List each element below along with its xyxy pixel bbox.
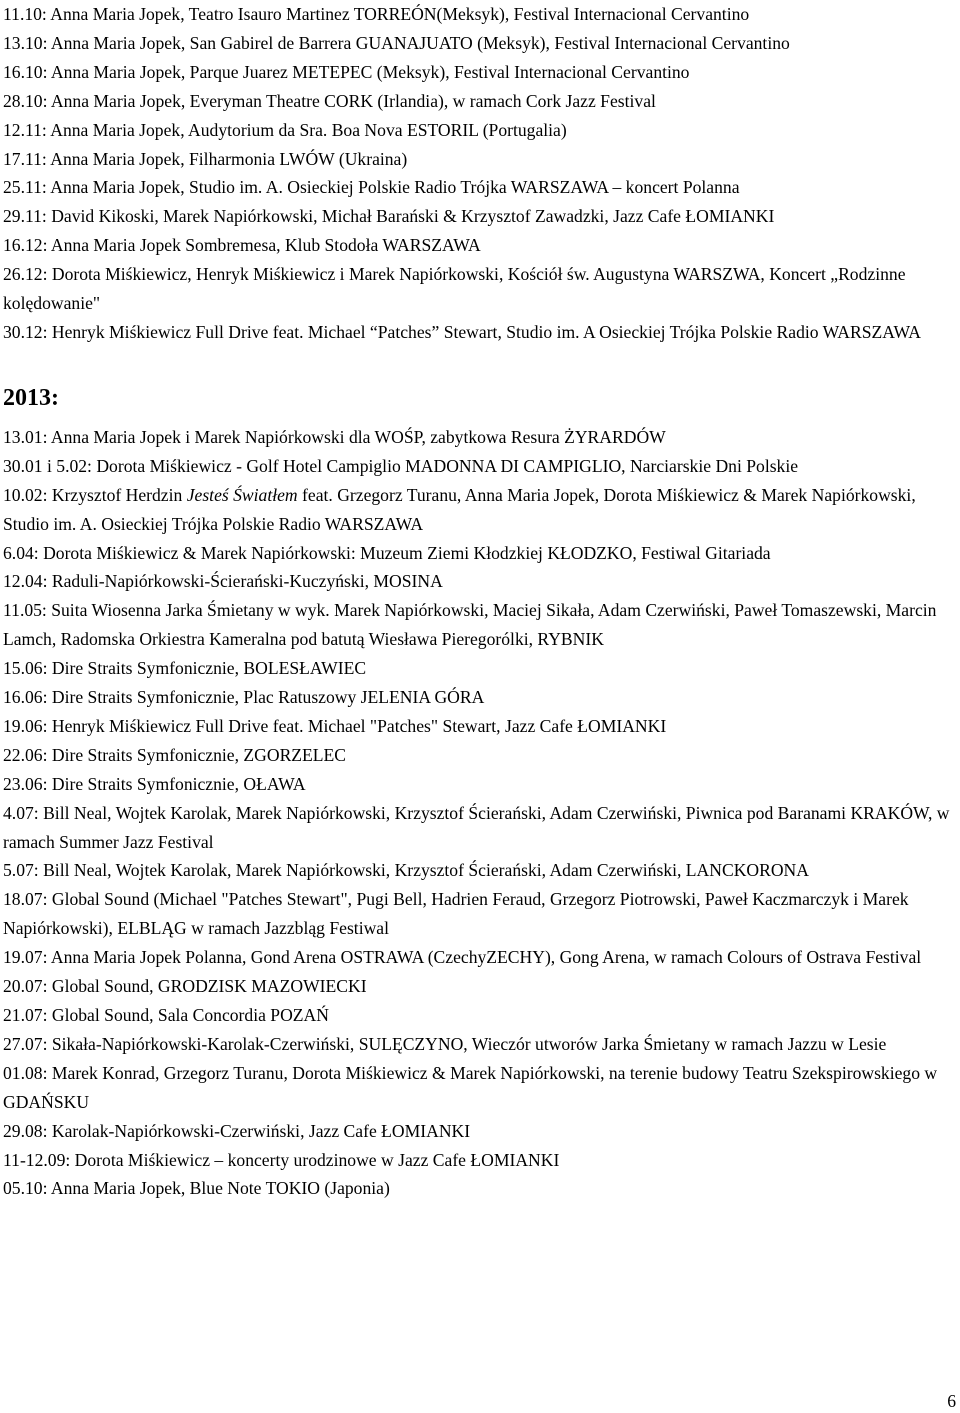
list-item-italic-title bbox=[3, 481, 958, 539]
list-item: 6.04: Dorota Miśkiewicz & Marek Napiórkowski: Muzeum Ziemi Kłodzkiej KŁODZKO, Festiwal Gitariada bbox=[3, 542, 771, 563]
list-item: 01.08: Marek Konrad, Grzegorz Turanu, Dorota Miśkiewicz & Marek Napiórkowski, na terenie budowy Teatru Szekspirowskiego w GDAŃSKU bbox=[3, 1062, 938, 1112]
list-item: 16.06: Dire Straits Symfonicznie, Plac Ratuszowy JELENIA GÓRA bbox=[3, 687, 485, 708]
list-item: 27.07: Sikała-Napiórkowski-Karolak-Czerwiński, SULĘCZYNO, Wieczór utworów Jarka Śmietany w ramach Jazzu w Lesie bbox=[3, 1033, 887, 1054]
list-item: 29.08: Karolak-Napiórkowski-Czerwiński, Jazz Cafe ŁOMIANKI bbox=[3, 1120, 471, 1141]
list-item: 13.10: Anna Maria Jopek, San Gabirel de Barrera GUANAJUATO (Meksyk), Festival Internacional Cervantino bbox=[3, 32, 790, 53]
list-item: 13.01: Anna Maria Jopek i Marek Napiórkowski dla WOŚP, zabytkowa Resura ŻYRARDÓW bbox=[3, 426, 666, 447]
list-item: 18.07: Global Sound (Michael "Patches Stewart", Pugi Bell, Hadrien Feraud, Grzegorz Piotrowski, Paweł Kaczmarczyk i Marek Napiórkowski), ELBLĄG w ramach Jazzbląg Festiwal bbox=[3, 889, 909, 939]
list-item: 11.05: Suita Wiosenna Jarka Śmietany w wyk. Marek Napiórkowski, Maciej Sikała, Adam Czerwiński, Paweł Tomaszewski, Marcin Lamch, Radomska Orkiestra Kameralna pod batutą Wiesława Pieregorólki, RYBNIK bbox=[3, 600, 937, 650]
document-page bbox=[3, 0, 958, 1203]
list-item: 21.07: Global Sound, Sala Concordia POZAŃ bbox=[3, 1005, 329, 1025]
entry-suffix: feat. Grzegorz Turanu, Anna Maria Jopek, Dorota Miśkiewicz & Marek Napiórkowski, Studio im. A. Osieckiej Trójka Polskie Radio WARSZAWA bbox=[3, 484, 916, 534]
list-item: 16.12: Anna Maria Jopek Sombremesa, Klub Stodoła WARSZAWA bbox=[3, 235, 481, 256]
entries-2013-list bbox=[3, 423, 958, 1203]
list-item: 30.01 i 5.02: Dorota Miśkiewicz - Golf Hotel Campiglio MADONNA DI CAMPIGLIO, Narciarskie Dni Polskie bbox=[3, 455, 799, 476]
list-item: 5.07: Bill Neal, Wojtek Karolak, Marek Napiórkowski, Krzysztof Ścierański, Adam Czerwiński, LANCKORONA bbox=[3, 860, 809, 881]
list-item: 26.12: Dorota Miśkiewicz, Henryk Miśkiewicz i Marek Napiórkowski, Kościół św. Augustyna WARSZWA, Koncert „Rodzinne kolędowanie" bbox=[3, 264, 906, 314]
list-item: 17.11: Anna Maria Jopek, Filharmonia LWÓW (Ukraina) bbox=[3, 148, 408, 169]
list-item: 22.06: Dire Straits Symfonicznie, ZGORZELEC bbox=[3, 744, 347, 765]
list-item: 30.12: Henryk Miśkiewicz Full Drive feat. Michael “Patches” Stewart, Studio im. A Osieckiej Trójka Polskie Radio WARSZAWA bbox=[3, 321, 921, 342]
list-item: 16.10: Anna Maria Jopek, Parque Juarez METEPEC (Meksyk), Festival Internacional Cervantino bbox=[3, 61, 690, 82]
list-item: 28.10: Anna Maria Jopek, Everyman Theatre CORK (Irlandia), w ramach Cork Jazz Festival bbox=[3, 90, 656, 111]
list-item: 19.06: Henryk Miśkiewicz Full Drive feat. Michael "Patches" Stewart, Jazz Cafe ŁOMIANKI bbox=[3, 715, 667, 736]
page-number: 6 bbox=[947, 1391, 956, 1411]
list-item: 11.10: Anna Maria Jopek, Teatro Isauro Martinez TORREÓN(Meksyk), Festival Internacional Cervantino bbox=[3, 4, 750, 24]
entry-prefix: 10.02: Krzysztof Herdzin bbox=[3, 484, 187, 505]
list-item: 12.11: Anna Maria Jopek, Audytorium da Sra. Boa Nova ESTORIL (Portugalia) bbox=[3, 119, 567, 140]
list-item: 19.07: Anna Maria Jopek Polanna, Gond Arena OSTRAWA (CzechyZECHY), Gong Arena, w ramach Colours of Ostrava Festival bbox=[3, 947, 922, 968]
list-item: 12.04: Raduli-Napiórkowski-Ścierański-Kuczyński, MOSINA bbox=[3, 571, 443, 592]
album-title: Jesteś Światłem bbox=[186, 484, 298, 505]
list-item: 25.11: Anna Maria Jopek, Studio im. A. Osieckiej Polskie Radio Trójka WARSZAWA – koncert Polanna bbox=[3, 177, 740, 198]
list-item: 11-12.09: Dorota Miśkiewicz – koncerty urodzinowe w Jazz Cafe ŁOMIANKI bbox=[3, 1149, 560, 1170]
list-item: 05.10: Anna Maria Jopek, Blue Note TOKIO (Japonia) bbox=[3, 1178, 390, 1199]
entries-2012-list bbox=[3, 0, 958, 347]
list-item: 4.07: Bill Neal, Wojtek Karolak, Marek Napiórkowski, Krzysztof Ścierański, Adam Czerwiński, Piwnica pod Baranami KRAKÓW, w ramach Summer Jazz Festival bbox=[3, 802, 950, 852]
list-item: 23.06: Dire Straits Symfonicznie, OŁAWA bbox=[3, 773, 306, 794]
list-item: 29.11: David Kikoski, Marek Napiórkowski, Michał Barański & Krzysztof Zawadzki, Jazz Cafe ŁOMIANKI bbox=[3, 206, 775, 227]
list-item: 15.06: Dire Straits Symfonicznie, BOLESŁAWIEC bbox=[3, 658, 367, 679]
year-heading: 2013: bbox=[3, 384, 59, 411]
list-item: 20.07: Global Sound, GRODZISK MAZOWIECKI bbox=[3, 976, 367, 997]
